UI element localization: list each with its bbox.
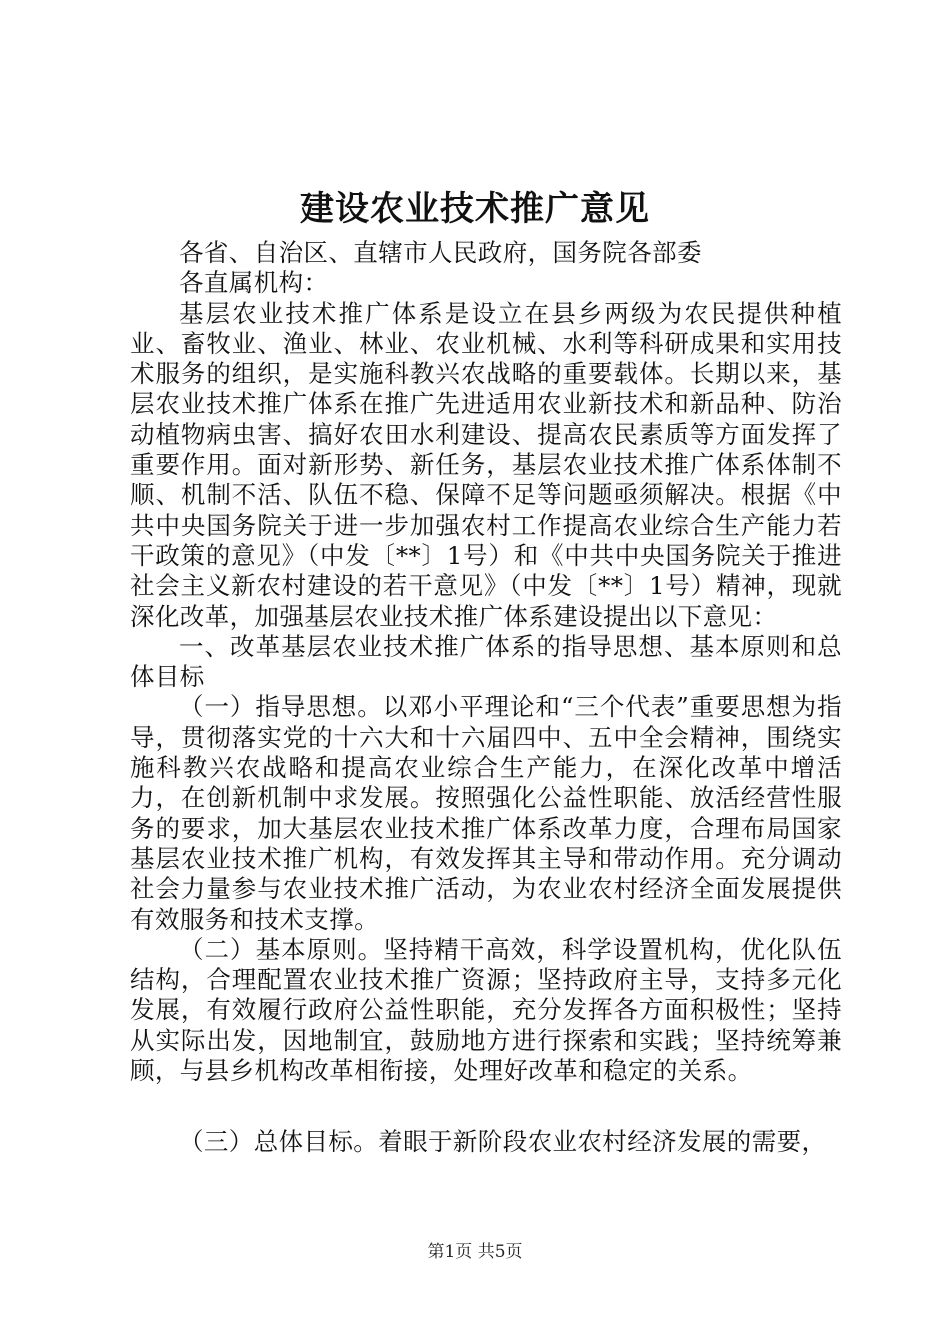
salutation-line-2: 各直属机构： [179, 268, 329, 298]
paragraph-basic-principles: （二）基本原则。坚持精干高效，科学设置机构，优化队伍结构，合理配置农业技术推广资源；坚持政府主导，支持多元化发展，有效履行政府公益性职能，充分发挥各方面积极性；坚持从实际出发，因地制宜，鼓励地方进行探索和实践；坚持统筹兼顾，与县乡机构改革相衔接，处理好改革和稳定的关系。 [130, 934, 842, 1086]
document-body-continued [130, 1127, 842, 1157]
section-heading-1: 一、改革基层农业技术推广体系的指导思想、基本原则和总体目标 [130, 631, 842, 692]
salutation-line-1: 各省、自治区、直辖市人民政府，国务院各部委 [179, 238, 702, 267]
paragraph-intro: 基层农业技术推广体系是设立在县乡两级为农民提供种植业、畜牧业、渔业、林业、农业机械、水利等科研成果和实用技术服务的组织，是实施科教兴农战略的重要载体。长期以来，基层农业技术推广体系在推广先进适用农业新技术和新品种、防治动植物病虫害、搞好农田水利建设、提高农民素质等方面发挥了重要作用。面对新形势、新任务，基层农业技术推广体系体制不顺、机制不活、队伍不稳、保障不足等问题亟须解决。根据《中共中央国务院关于进一步加强农村工作提高农业综合生产能力若干政策的意见》（中发〔**〕1号）和《中共中央国务院关于推进社会主义新农村建设的若干意见》（中发〔**〕1号）精神，现就深化改革，加强基层农业技术推广体系建设提出以下意见： [130, 298, 842, 631]
paragraph-overall-goal: （三）总体目标。着眼于新阶段农业农村经济发展的需要， [179, 1127, 827, 1156]
document-body [130, 238, 842, 1086]
paragraph-guiding-ideology: （一）指导思想。以邓小平理论和“三个代表”重要思想为指导，贯彻落实党的十六大和十六届四中、五中全会精神，围绕实施科教兴农战略和提高农业综合生产能力，在深化改革中增活力，在创新机制中求发展。按照强化公益性职能、放活经营性服务的要求，加大基层农业技术推广体系改革力度，合理布局国家基层农业技术推广机构，有效发挥其主导和带动作用。充分调动社会力量参与农业技术推广活动，为农业农村经济全面发展提供有效服务和技术支撑。 [130, 692, 842, 934]
document-title: 建设农业技术推广意见 [300, 189, 650, 229]
page-footer: 第1页 共5页 [427, 1242, 523, 1262]
